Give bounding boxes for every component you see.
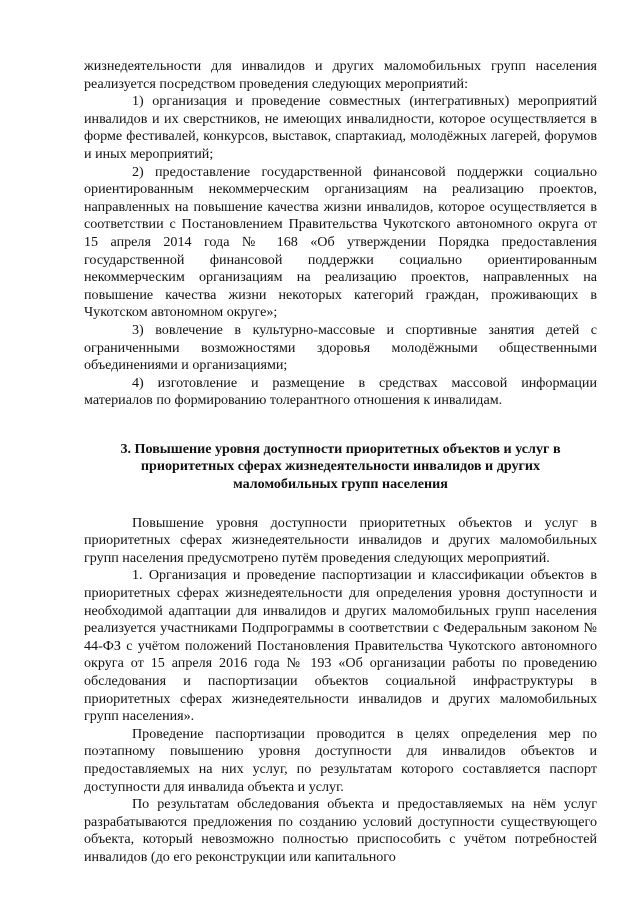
list-item-4: 4) изготовление и размещение в средствах массовой информации материалов по формированию толерантного отношения к инвалидам.: [84, 374, 597, 409]
list-item-3: 3) вовлечение в культурно-массовые и спортивные занятия детей с ограниченными возможностями здоровья молодёжными общественными объединениями и организациями;: [84, 321, 597, 374]
section-heading: 3. Повышение уровня доступности приоритетных объектов и услуг в приоритетных сферах жизнедеятельности инвалидов и других маломобильных групп населения: [120, 440, 561, 493]
paragraph-results: По результатам обследования объекта и предоставляемых на нём услуг разрабатываются предложения по созданию условий доступности существующего объекта, который невозможно полностью приспособить с учётом потребностей инвалидов (до его реконструкции или капитального: [84, 796, 597, 865]
list-item-2: 2) предоставление государственной финансовой поддержки социально ориентированным некоммерческим организациям на реализацию проектов, направленных на повышение качества жизни инвалидов, которое осуществляется в соответствии с Постановлением Правительства Чукотского автономного округа от 15 апреля 2014 года № 168 «Об утверждении Порядка предоставления государственной финансовой поддержки социально ориентированным некоммерческим организациям на реализацию проектов, направленных на повышение качества жизни некоторых категорий граждан, проживающих в Чукотском автономном округе»;: [84, 163, 597, 321]
paragraph-item-1: 1. Организация и проведение паспортизации и классификации объектов в приоритетных сферах жизнедеятельности для определения уровня доступности и необходимой адаптации для инвалидов и других маломобильных групп населения реализуется участниками Подпрограммы в соответствии с Федеральным законом № 44-ФЗ с учётом положений Постановления Правительства Чукотского автономного округа от 15 апреля 2016 года № 193 «Об организации работы по проведению обследования и паспортизации объектов социальной инфраструктуры в приоритетных сферах жизнедеятельности инвалидов и других маломобильных групп населения».: [84, 567, 597, 725]
paragraph-continuation: жизнедеятельности для инвалидов и других маломобильных групп населения реализуется посредством проведения следующих мероприятий:: [84, 58, 597, 92]
paragraph-intro: Повышение уровня доступности приоритетных объектов и услуг в приоритетных сферах жизнедеятельности инвалидов и других маломобильных групп населения предусмотрено путём проведения следующих мероприятий.: [84, 514, 597, 566]
paragraph-passportization: Проведение паспортизации проводится в целях определения мер по поэтапному повышению уровня доступности для инвалидов объектов и предоставляемых на них услуг, по результатам которого составляется паспорт доступности для инвалида объекта и услуг.: [84, 725, 597, 795]
list-item-1: 1) организация и проведение совместных (интегративных) мероприятий инвалидов и их сверстников, не имеющих инвалидности, которое осуществляется в форме фестивалей, конкурсов, выставок, спартакиад, молодёжных лагерей, форумов и иных мероприятий;: [84, 93, 597, 162]
